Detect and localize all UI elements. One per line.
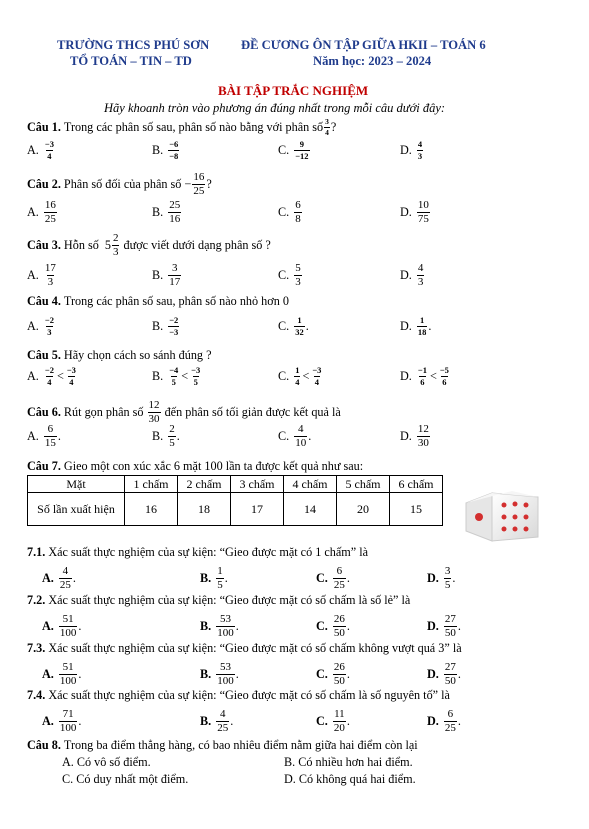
option-letter: A. <box>27 142 39 157</box>
fraction <box>444 614 457 639</box>
question-label: 7.4. <box>27 688 46 702</box>
fraction <box>417 424 430 449</box>
punctuation: . <box>235 619 239 633</box>
fraction <box>168 263 181 288</box>
question-label: Câu 8. <box>27 738 61 752</box>
option-letter: D. <box>427 571 439 585</box>
option-letter: C. <box>316 714 328 728</box>
option-a[interactable] <box>42 614 81 639</box>
punctuation: . <box>452 571 456 585</box>
fraction <box>417 316 428 336</box>
numerator: 12 <box>417 423 429 435</box>
denominator: −3 <box>169 326 179 337</box>
numerator: 25 <box>169 199 181 211</box>
punctuation: . <box>78 619 82 633</box>
option-letter: C. <box>278 368 290 383</box>
punctuation: . <box>78 714 82 728</box>
fraction <box>59 566 72 591</box>
denominator: 4 <box>314 376 319 387</box>
numerator: 6 <box>447 708 454 720</box>
option-letter: A. <box>27 429 39 443</box>
option-letter: A. <box>27 318 39 333</box>
question-text: Xác suất thực nghiệm của sự kiện: “Gieo được mặt có số chấm là số nguyên tố” là <box>45 688 450 702</box>
dice-results-table <box>27 475 443 526</box>
option-b[interactable] <box>152 140 180 160</box>
table-header: Mặt <box>28 476 125 493</box>
option-b[interactable] <box>200 566 228 591</box>
denominator: 5 <box>217 579 223 591</box>
denominator: 3 <box>417 150 423 161</box>
numerator: −5 <box>439 365 449 375</box>
fraction <box>294 140 309 160</box>
fraction <box>311 366 322 386</box>
numerator: −2 <box>44 365 54 375</box>
option-letter: D. <box>400 429 412 443</box>
punctuation: . <box>224 571 228 585</box>
option-b[interactable] <box>200 614 239 639</box>
subquestion-1 <box>27 545 368 560</box>
punctuation: . <box>235 667 239 681</box>
option-letter: B. <box>200 667 212 681</box>
option-letter: B. <box>200 619 212 633</box>
punctuation: . <box>346 571 350 585</box>
option-letter: B. <box>152 429 164 443</box>
fraction <box>444 662 457 687</box>
numerator: 10 <box>417 199 429 211</box>
option-letter: B. <box>200 571 212 585</box>
subquestion-2 <box>27 593 410 608</box>
question-6: Câu 6. Rút gọn phân số 12 30 đến phân số tối giản được kết quả là <box>27 399 341 425</box>
fraction <box>294 366 300 386</box>
table-cell: 2 chấm <box>178 476 231 493</box>
option-letter: C. <box>278 318 290 333</box>
table-cell: 6 chấm <box>390 476 443 493</box>
numerator: 1 <box>419 315 425 325</box>
punctuation: . <box>57 429 61 443</box>
table-cell: 15 <box>390 493 443 526</box>
numerator: −3 <box>66 365 76 375</box>
q8-option-a[interactable]: A. Có vô số điểm. <box>62 755 151 769</box>
option-b[interactable] <box>200 662 239 687</box>
punctuation: . <box>305 318 309 333</box>
school-name: TRƯỜNG THCS PHÚ SƠN <box>57 38 210 52</box>
option-letter: C. <box>278 205 290 219</box>
denominator: 4 <box>69 376 74 387</box>
fraction: 2 3 <box>112 232 119 258</box>
denominator: −8 <box>169 150 179 161</box>
numerator: 3 <box>444 565 451 577</box>
denominator: 5 <box>171 376 176 387</box>
option-letter: D. <box>400 268 412 282</box>
option-d[interactable] <box>427 614 461 639</box>
denominator: 4 <box>47 376 52 387</box>
denominator: 10 <box>295 437 307 449</box>
fraction <box>216 662 235 687</box>
question-label: Câu 6. <box>27 405 61 419</box>
option-letter: C. <box>316 619 328 633</box>
fraction <box>417 200 430 225</box>
option-a[interactable] <box>42 709 81 734</box>
fraction <box>168 424 176 449</box>
fraction <box>44 366 55 386</box>
fraction <box>168 316 179 336</box>
q8-option-b[interactable]: B. Có nhiều hơn hai điểm. <box>284 755 413 769</box>
numerator: 5 <box>295 262 301 274</box>
denominator: 5 <box>169 437 175 449</box>
denominator: 25 <box>44 213 56 225</box>
fraction <box>44 424 57 449</box>
question-5: Câu 5. Hãy chọn cách so sánh đúng ? <box>27 348 212 362</box>
option-letter: B. <box>152 318 164 333</box>
denominator: 25 <box>59 579 71 591</box>
fraction <box>333 566 346 591</box>
option-letter: A. <box>42 571 54 585</box>
denominator: 4 <box>295 376 300 387</box>
denominator: 8 <box>295 213 301 225</box>
table-cell: 4 chấm <box>284 476 337 493</box>
comparison-sign: < <box>181 368 189 383</box>
punctuation: . <box>457 619 461 633</box>
fraction <box>190 366 201 386</box>
punctuation: . <box>230 714 234 728</box>
denominator: 50 <box>333 627 345 639</box>
question-text: Xác suất thực nghiệm của sự kiện: “Gieo được mặt có 1 chấm” là <box>45 545 368 559</box>
option-c[interactable] <box>278 316 309 336</box>
question-1: Câu 1. Trong các phân số sau, phân số nào bằng với phân số 3 4 ? <box>27 117 337 137</box>
punctuation: . <box>78 667 82 681</box>
fraction: 3 4 <box>325 117 329 137</box>
denominator: −12 <box>295 150 309 161</box>
question-label: 7.1. <box>27 545 46 559</box>
fraction <box>216 566 224 591</box>
option-b[interactable] <box>152 316 180 336</box>
fraction <box>168 200 181 225</box>
punctuation: . <box>308 429 312 443</box>
fraction <box>168 366 179 386</box>
table-row <box>28 493 443 526</box>
numerator: 51 <box>62 661 74 673</box>
denominator: 6 <box>442 376 447 387</box>
fraction <box>44 200 57 225</box>
option-a[interactable] <box>27 263 58 288</box>
numerator: −2 <box>44 315 54 325</box>
fraction <box>333 662 346 687</box>
option-a[interactable] <box>27 140 56 160</box>
denominator: 3 <box>47 326 52 337</box>
numerator: 6 <box>336 565 343 577</box>
denominator: 3 <box>47 276 54 288</box>
denominator: 3 <box>295 276 301 288</box>
option-d[interactable] <box>400 200 431 225</box>
question-text: Phân số đối của phân số <box>63 177 182 191</box>
document-title: ĐỀ CƯƠNG ÔN TẬP GIỮA HKII – TOÁN 6 <box>241 38 486 52</box>
denominator: 25 <box>444 722 456 734</box>
question-2: Câu 2. Phân số đối của phân số − $\frac{16}{25}$ ? <box>27 171 212 197</box>
denominator: 15 <box>44 437 56 449</box>
denominator: 100 <box>217 627 234 639</box>
subquestion-3 <box>27 641 462 656</box>
option-letter: A. <box>42 619 54 633</box>
numerator: 2 <box>169 423 175 435</box>
question-label: 7.2. <box>27 593 46 607</box>
question-7: Câu 7. Gieo một con xúc xắc 6 mặt 100 lần ta được kết quả như sau: <box>27 459 364 473</box>
numerator: 17 <box>44 262 56 274</box>
numerator: −2 <box>169 315 179 325</box>
q8-option-d[interactable]: D. Có không quá hai điểm. <box>284 772 416 786</box>
punctuation: . <box>457 714 461 728</box>
option-c[interactable] <box>316 709 350 734</box>
option-b[interactable] <box>152 366 202 386</box>
numerator: 27 <box>444 661 456 673</box>
numerator: 1 <box>297 315 302 325</box>
option-a[interactable] <box>27 200 58 225</box>
denominator: 20 <box>333 722 345 734</box>
table-cell: 1 chấm <box>125 476 178 493</box>
denominator: 18 <box>417 326 427 337</box>
option-letter: A. <box>42 714 54 728</box>
fraction <box>294 263 302 288</box>
option-c[interactable] <box>278 263 303 288</box>
numerator: −4 <box>169 365 179 375</box>
fraction <box>333 709 346 734</box>
fraction <box>59 709 78 734</box>
numerator: 9 <box>299 139 304 149</box>
fraction <box>59 662 78 687</box>
numerator: 3 <box>171 262 178 274</box>
numerator: 11 <box>334 708 345 720</box>
table-header: Số lần xuất hiện <box>28 493 125 526</box>
option-b[interactable] <box>152 424 180 449</box>
denominator: 100 <box>59 722 77 734</box>
option-letter: D. <box>400 318 412 333</box>
fraction <box>294 424 307 449</box>
option-d[interactable] <box>400 424 431 449</box>
table-row <box>28 476 443 493</box>
option-letter: C. <box>278 142 290 157</box>
option-a[interactable] <box>42 566 76 591</box>
denominator: 75 <box>417 213 429 225</box>
question-label: 7.3. <box>27 641 46 655</box>
question-text: Xác suất thực nghiệm của sự kiện: “Gieo được mặt có số chấm là số lẻ” là <box>45 593 411 607</box>
denominator: 5 <box>444 579 451 591</box>
denominator: 6 <box>420 376 425 387</box>
numerator: 4 <box>297 423 304 435</box>
question-label: Câu 7. <box>27 459 61 473</box>
comparison-sign: < <box>302 368 310 383</box>
fraction <box>44 316 55 336</box>
option-letter: C. <box>278 429 290 443</box>
option-a[interactable] <box>27 366 78 386</box>
fraction <box>66 366 77 386</box>
option-b[interactable] <box>152 263 182 288</box>
option-letter: D. <box>427 714 439 728</box>
option-a[interactable] <box>42 662 81 687</box>
fraction <box>294 200 302 225</box>
fraction <box>168 140 179 160</box>
numerator: 27 <box>444 613 456 625</box>
option-letter: B. <box>152 205 164 219</box>
table-cell: 17 <box>231 493 284 526</box>
fraction: 12 30 <box>148 399 160 425</box>
denominator: 3 <box>417 276 424 288</box>
q8-option-c[interactable]: C. Có duy nhất một điểm. <box>62 772 189 786</box>
numerator: 53 <box>219 613 231 625</box>
option-c[interactable] <box>278 200 303 225</box>
option-d[interactable] <box>427 662 461 687</box>
table-cell: 14 <box>284 493 337 526</box>
option-letter: A. <box>27 368 39 383</box>
option-c[interactable] <box>278 366 323 386</box>
denominator: 100 <box>59 627 77 639</box>
option-d[interactable] <box>400 366 451 386</box>
numerator: 71 <box>62 708 74 720</box>
fraction <box>417 140 423 160</box>
option-letter: D. <box>400 205 412 219</box>
punctuation: . <box>346 619 350 633</box>
fraction <box>444 709 457 734</box>
option-c[interactable] <box>278 424 311 449</box>
numerator: −3 <box>191 365 201 375</box>
dice-image <box>462 483 542 545</box>
question-text: Xác suất thực nghiệm của sự kiện: “Gieo được mặt có số chấm không vượt quá 3” là <box>45 641 462 655</box>
question-text: Trong các phân số sau, phân số nào bằng với phân số <box>63 119 324 134</box>
question-label: Câu 3. <box>27 238 61 252</box>
denominator: 100 <box>217 675 234 687</box>
punctuation: . <box>176 429 180 443</box>
numerator: 16 <box>44 199 56 211</box>
table-cell: 5 chấm <box>337 476 390 493</box>
punctuation: . <box>346 667 350 681</box>
numerator: 51 <box>62 613 74 625</box>
option-d[interactable] <box>400 263 425 288</box>
option-letter: D. <box>400 368 412 383</box>
option-b[interactable] <box>200 709 233 734</box>
question-8: Câu 8. Trong ba điểm thẳng hàng, có bao nhiêu điểm nằm giữa hai điểm còn lại <box>27 738 418 752</box>
denominator: 50 <box>444 675 456 687</box>
denominator: 5 <box>193 376 198 387</box>
fraction <box>59 614 78 639</box>
numerator: 4 <box>417 139 423 149</box>
numerator: 1 <box>217 565 223 577</box>
table-cell: 20 <box>337 493 390 526</box>
denominator: 25 <box>333 579 345 591</box>
punctuation: . <box>72 571 76 585</box>
option-letter: A. <box>27 205 39 219</box>
fraction <box>44 263 57 288</box>
option-d[interactable] <box>427 566 455 591</box>
punctuation: . <box>346 714 350 728</box>
option-c[interactable] <box>278 140 311 160</box>
question-4: Câu 4. Trong các phân số sau, phân số nào nhỏ hơn 0 <box>27 294 289 308</box>
option-a[interactable] <box>27 424 61 449</box>
option-c[interactable] <box>316 614 350 639</box>
section-title: BÀI TẬP TRẮC NGHIỆM <box>218 83 369 98</box>
option-letter: B. <box>152 142 164 157</box>
question-label: Câu 4. <box>27 294 61 308</box>
numerator: 6 <box>47 423 54 435</box>
option-letter: D. <box>427 667 439 681</box>
department-name: TỔ TOÁN – TIN – TD <box>70 54 192 68</box>
numerator: 26 <box>333 661 345 673</box>
comparison-sign: < <box>56 368 64 383</box>
fraction <box>417 263 425 288</box>
option-a[interactable] <box>27 316 56 336</box>
option-c[interactable] <box>316 662 350 687</box>
denominator: 25 <box>217 722 229 734</box>
question-label: Câu 1. <box>27 119 61 134</box>
numerator: −6 <box>169 139 179 149</box>
denominator: 16 <box>169 213 181 225</box>
numerator: 1 <box>295 365 300 375</box>
option-letter: B. <box>200 714 212 728</box>
denominator: 17 <box>169 276 181 288</box>
numerator: −1 <box>417 365 427 375</box>
section-instruction: Hãy khoanh tròn vào phương án đúng nhất trong mỗi câu dưới đây: <box>104 101 446 115</box>
numerator: 53 <box>219 661 231 673</box>
denominator: 50 <box>444 627 456 639</box>
punctuation: . <box>457 667 461 681</box>
denominator: 32 <box>295 326 304 337</box>
option-c[interactable] <box>316 566 350 591</box>
fraction <box>216 709 229 734</box>
comparison-sign: < <box>429 368 437 383</box>
numerator: 4 <box>417 262 424 274</box>
fraction <box>439 366 450 386</box>
option-letter: C. <box>316 667 328 681</box>
option-letter: D. <box>427 619 439 633</box>
option-d[interactable] <box>400 140 424 160</box>
fraction: $\frac{16}{25}$ <box>193 171 205 197</box>
denominator: 30 <box>417 437 429 449</box>
question-3: Câu 3. Hỗn số 5 2 3 được viết dưới dạng phân số ? <box>27 232 271 258</box>
numerator: 26 <box>333 613 345 625</box>
school-year: Năm học: 2023 – 2024 <box>313 54 432 68</box>
option-letter: A. <box>42 667 54 681</box>
table-cell: 16 <box>125 493 178 526</box>
question-label: Câu 5. <box>27 348 61 362</box>
option-letter: B. <box>152 268 164 282</box>
fraction <box>333 614 346 639</box>
numerator: −3 <box>44 139 54 149</box>
option-letter: C. <box>316 571 328 585</box>
option-b[interactable] <box>152 200 182 225</box>
option-letter: A. <box>27 268 39 282</box>
option-d[interactable] <box>400 316 431 336</box>
fraction <box>44 140 55 160</box>
numerator: −3 <box>312 365 322 375</box>
option-letter: D. <box>400 142 412 157</box>
numerator: 6 <box>295 199 301 211</box>
fraction <box>216 614 235 639</box>
denominator: 100 <box>59 675 77 687</box>
numerator: 4 <box>62 565 69 577</box>
option-d[interactable] <box>427 709 461 734</box>
table-cell: 3 chấm <box>231 476 284 493</box>
denominator: 50 <box>333 675 345 687</box>
fraction <box>444 566 452 591</box>
question-label: Câu 2. <box>27 177 61 191</box>
table-cell: 18 <box>178 493 231 526</box>
fraction <box>294 316 305 336</box>
subquestion-4 <box>27 688 450 703</box>
numerator: 4 <box>219 708 226 720</box>
option-letter: B. <box>152 368 164 383</box>
punctuation: . <box>428 318 432 333</box>
option-letter: C. <box>278 268 290 282</box>
denominator: 4 <box>47 150 52 161</box>
fraction <box>417 366 428 386</box>
